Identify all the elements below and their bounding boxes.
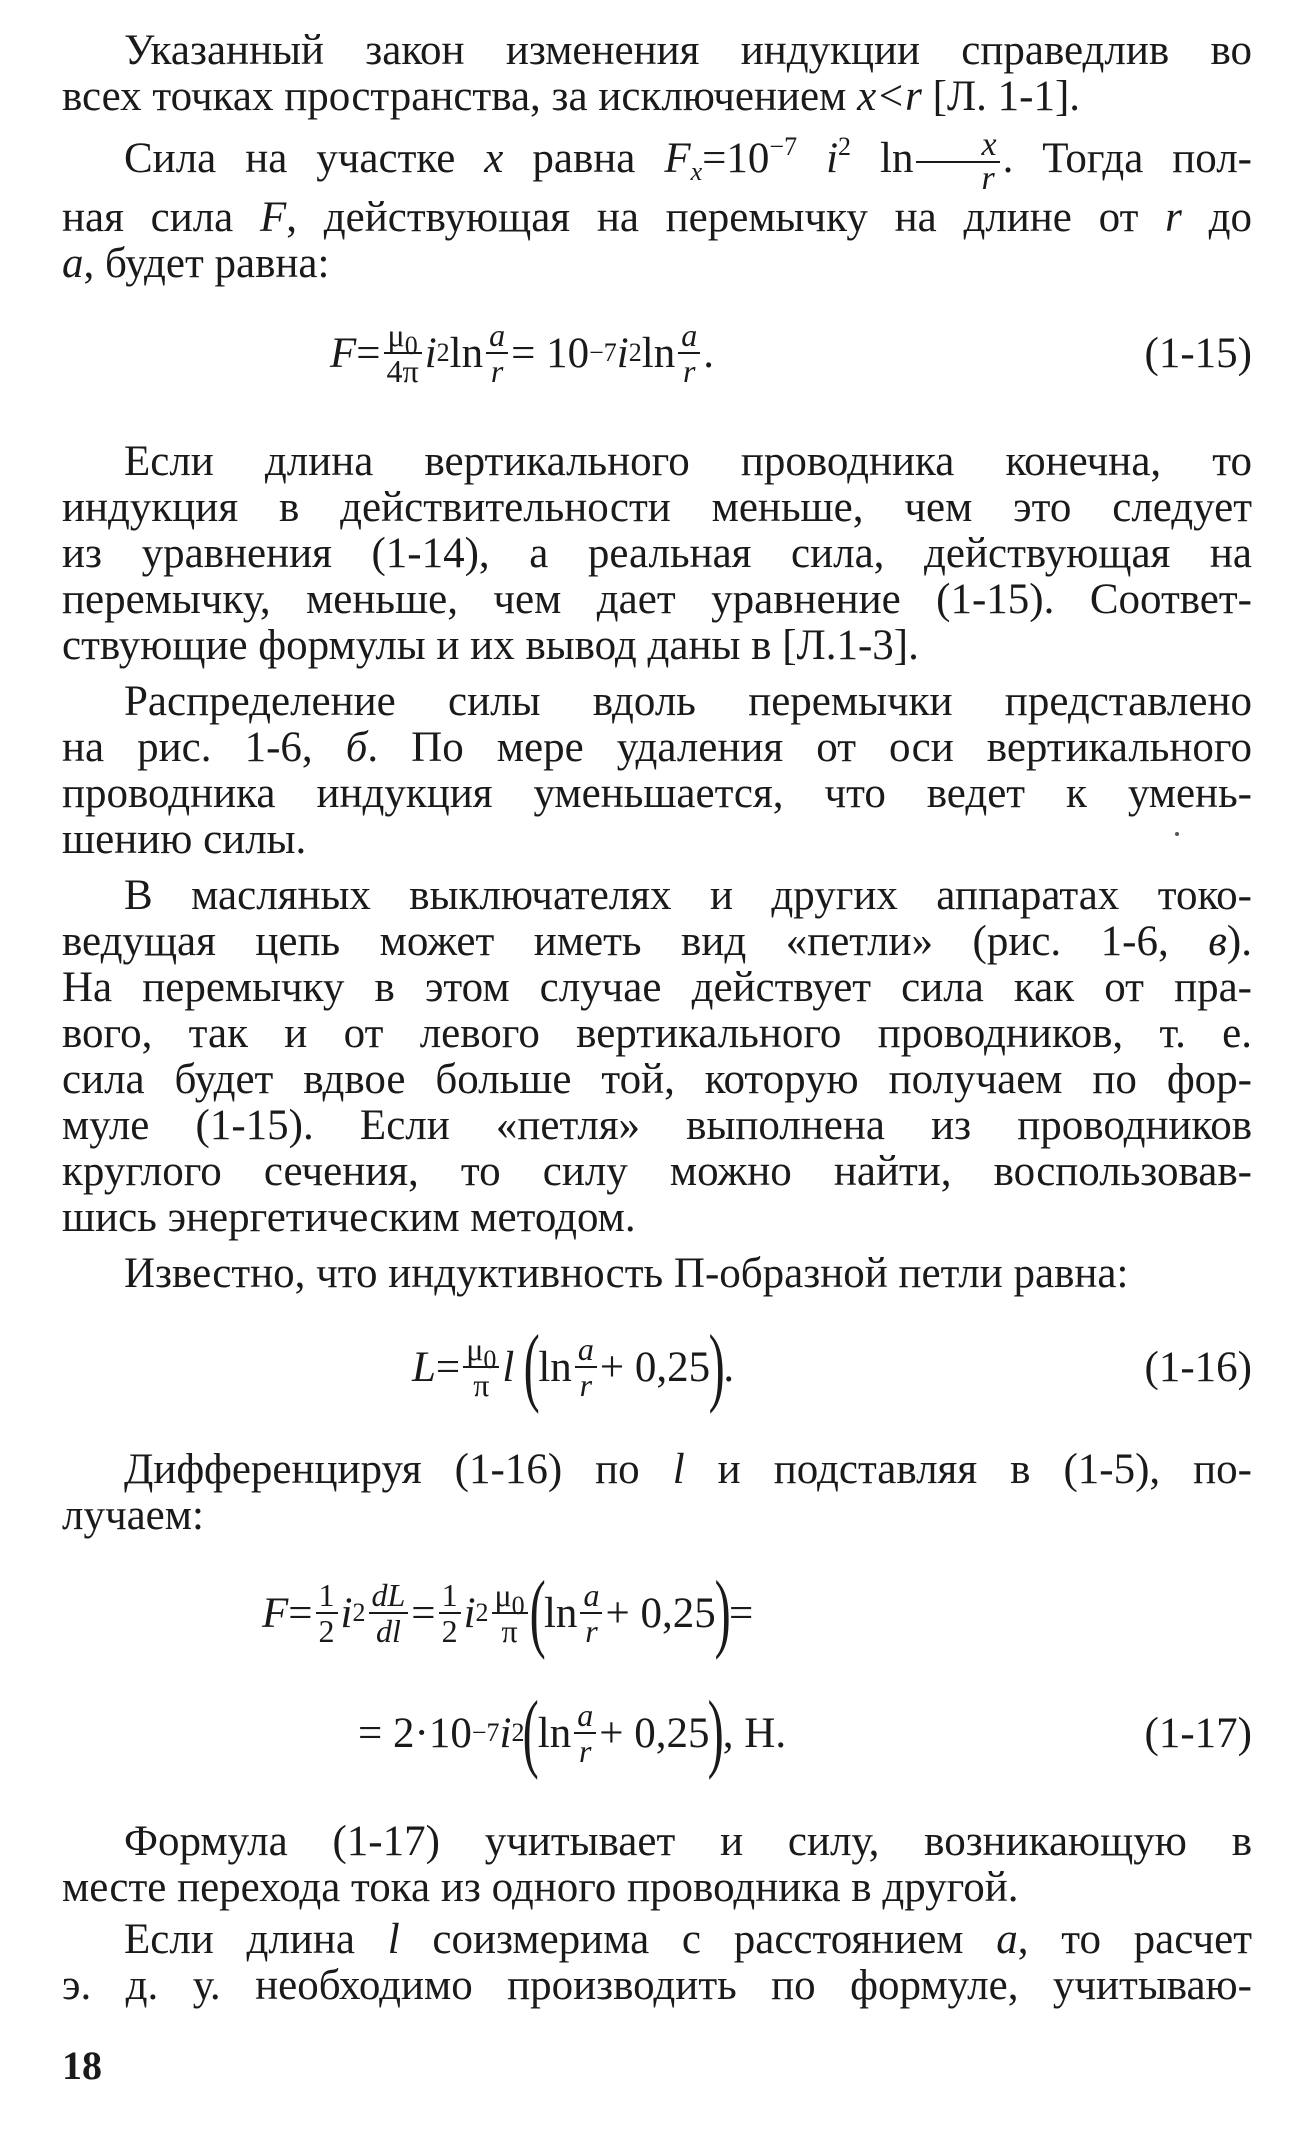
paragraph-5-line-2: ведущая цепь может иметь вид «петли» (рис. 1-6, в). xyxy=(62,918,1252,966)
page-content xyxy=(62,28,1252,2009)
paragraph-5-line-5: сила будет вдвое больше той, которую получаем по фор- xyxy=(62,1056,1252,1104)
paragraph-8-line-1: Формула (1-17) учитывает и силу, возникающую в xyxy=(124,1818,1252,1866)
paragraph-4-line-2: на рис. 1-6, б. По мере удаления от оси вертикального xyxy=(62,724,1252,772)
paragraph-3-line-2: индукция в действительности меньше, чем это следует xyxy=(62,484,1252,532)
equation-number-1-15: (1-15) xyxy=(1144,329,1252,377)
paragraph-5-line-4: вого, так и от левого вертикального проводников, т. е. xyxy=(62,1010,1252,1058)
paragraph-7-line-1: Дифференцируя (1-16) по l и подставляя в (1-5), по- xyxy=(124,1446,1252,1494)
paragraph-9-line-2: э. д. у. необходимо производить по формуле, учитываю- xyxy=(62,1962,1252,2010)
print-speck xyxy=(1175,832,1179,836)
paragraph-5-line-1: В масляных выключателях и других аппаратах токо- xyxy=(124,872,1252,920)
fraction-a-over-r-2: $\frac{a}{r}$ xyxy=(678,318,700,388)
paragraph-1-line-2: всех точках пространства, за исключением x<r [Л. 1-1]. xyxy=(62,73,1081,120)
paragraph-1-line-1: Указанный закон изменения индукции справедлив во xyxy=(124,27,1252,74)
fraction-a-over-r-5: $\frac{a}{r}$ xyxy=(574,1698,596,1768)
fraction-dL-over-dl: $\frac{dL}{dl}$ xyxy=(369,1578,409,1648)
paragraph-6-line-1: Известно, что индуктивность П-образной петли равна: xyxy=(124,1250,1129,1298)
paragraph-9-line-1: Если длина l соизмерима с расстоянием a, то расчет xyxy=(124,1916,1252,1964)
fraction-a-over-r-3: $\frac{a}{r}$ xyxy=(575,1332,597,1402)
page-number: 18 xyxy=(62,2043,102,2088)
fraction-a-over-r-4: $\frac{a}{r}$ xyxy=(580,1578,602,1648)
equation-1-17-line-1-body: F = $\frac{1}{2}$ i 2 $\frac{dL}{dl}$ = $\frac{1}{2}$ i 2 $\frac{\mu_0}{\pi}$ ( ln $\frac{a}{r}$ + 0,25 ) = xyxy=(262,1564,754,1662)
fraction-1-over-2-b: $\frac{1}{2}$ xyxy=(439,1578,461,1648)
equation-1-17-line-1 xyxy=(62,1553,1252,1673)
paragraph-4-line-3: проводника индукция уменьшается, что ведет к умень- xyxy=(62,770,1252,818)
fraction-mu0-over-4pi: $\frac{\mu_0}{4\pi}$ xyxy=(384,318,422,388)
paragraph-7-line-2: лучаем: xyxy=(62,1492,204,1540)
paragraph-3-line-3: из уравнения (1-14), а реальная сила, действующая на xyxy=(62,530,1252,578)
paragraph-3-line-1: Если длина вертикального проводника конечна, то xyxy=(124,438,1252,486)
equation-1-15-body: F = $\frac{\mu_0}{4\pi}$ i 2 ln $\frac{a}{r}$ = 10 −7 i 2 ln $\frac{a}{r}$ . xyxy=(330,317,714,390)
paragraph-4-line-1: Распределение силы вдоль перемычки представлено xyxy=(124,678,1252,726)
paragraph-3-line-5: ствующие формулы и их вывод даны в [Л.1-3]. xyxy=(62,622,919,670)
paragraph-5-line-3: На перемычку в этом случае действует сила как от пра- xyxy=(62,964,1252,1012)
fraction-mu0-over-pi-b: $\frac{\mu_0}{\pi}$ xyxy=(492,1578,528,1648)
paragraph-5-line-7: круглого сечения, то силу можно найти, воспользовав- xyxy=(62,1148,1252,1196)
paragraph-5-line-6: муле (1-15). Если «петля» выполнена из проводников xyxy=(62,1102,1252,1150)
paragraph-5-line-8: шись энергетическим методом. xyxy=(62,1194,636,1242)
equation-number-1-17: (1-17) xyxy=(1144,1709,1252,1757)
paragraph-4-line-4: шению силы. xyxy=(62,816,307,864)
fraction-a-over-r: $\frac{a}{r}$ xyxy=(486,318,508,388)
inline-fraction-x-over-r: $\frac{x}{r}$ xyxy=(916,129,999,195)
equation-number-1-16: (1-16) xyxy=(1144,1343,1252,1391)
paragraph-8-line-2: месте перехода тока из одного проводника в другой. xyxy=(62,1864,1019,1912)
equation-1-17-line-2-body: = 2·10 −7 i 2 ( ln $\frac{a}{r}$ + 0,25 ) , Н. xyxy=(358,1684,787,1782)
paragraph-2-line-3: a, будет равна: xyxy=(62,240,330,288)
equation-1-15 xyxy=(62,293,1252,413)
fraction-1-over-2: $\frac{1}{2}$ xyxy=(316,1578,338,1648)
equation-1-16 xyxy=(62,1305,1252,1429)
paragraph-2-line-1: Сила на участке x равна $F_x=10^{-7}$ $i^2$ ln $\frac{x}{r}$ . Тогда пол- xyxy=(124,126,1252,198)
equation-1-17-line-2 xyxy=(62,1673,1252,1793)
equation-1-16-body: L = $\frac{\mu_0}{\pi}$ l ( ln $\frac{a}{r}$ + 0,25 ) . xyxy=(412,1318,735,1416)
paragraph-3-line-4: перемычку, меньше, чем дает уравнение (1-15). Соответ- xyxy=(62,576,1252,624)
paragraph-2-line-2: ная сила F, действующая на перемычку на длине от r до xyxy=(62,194,1252,242)
fraction-mu0-over-pi: $\frac{\mu_0}{\pi}$ xyxy=(463,1332,499,1402)
